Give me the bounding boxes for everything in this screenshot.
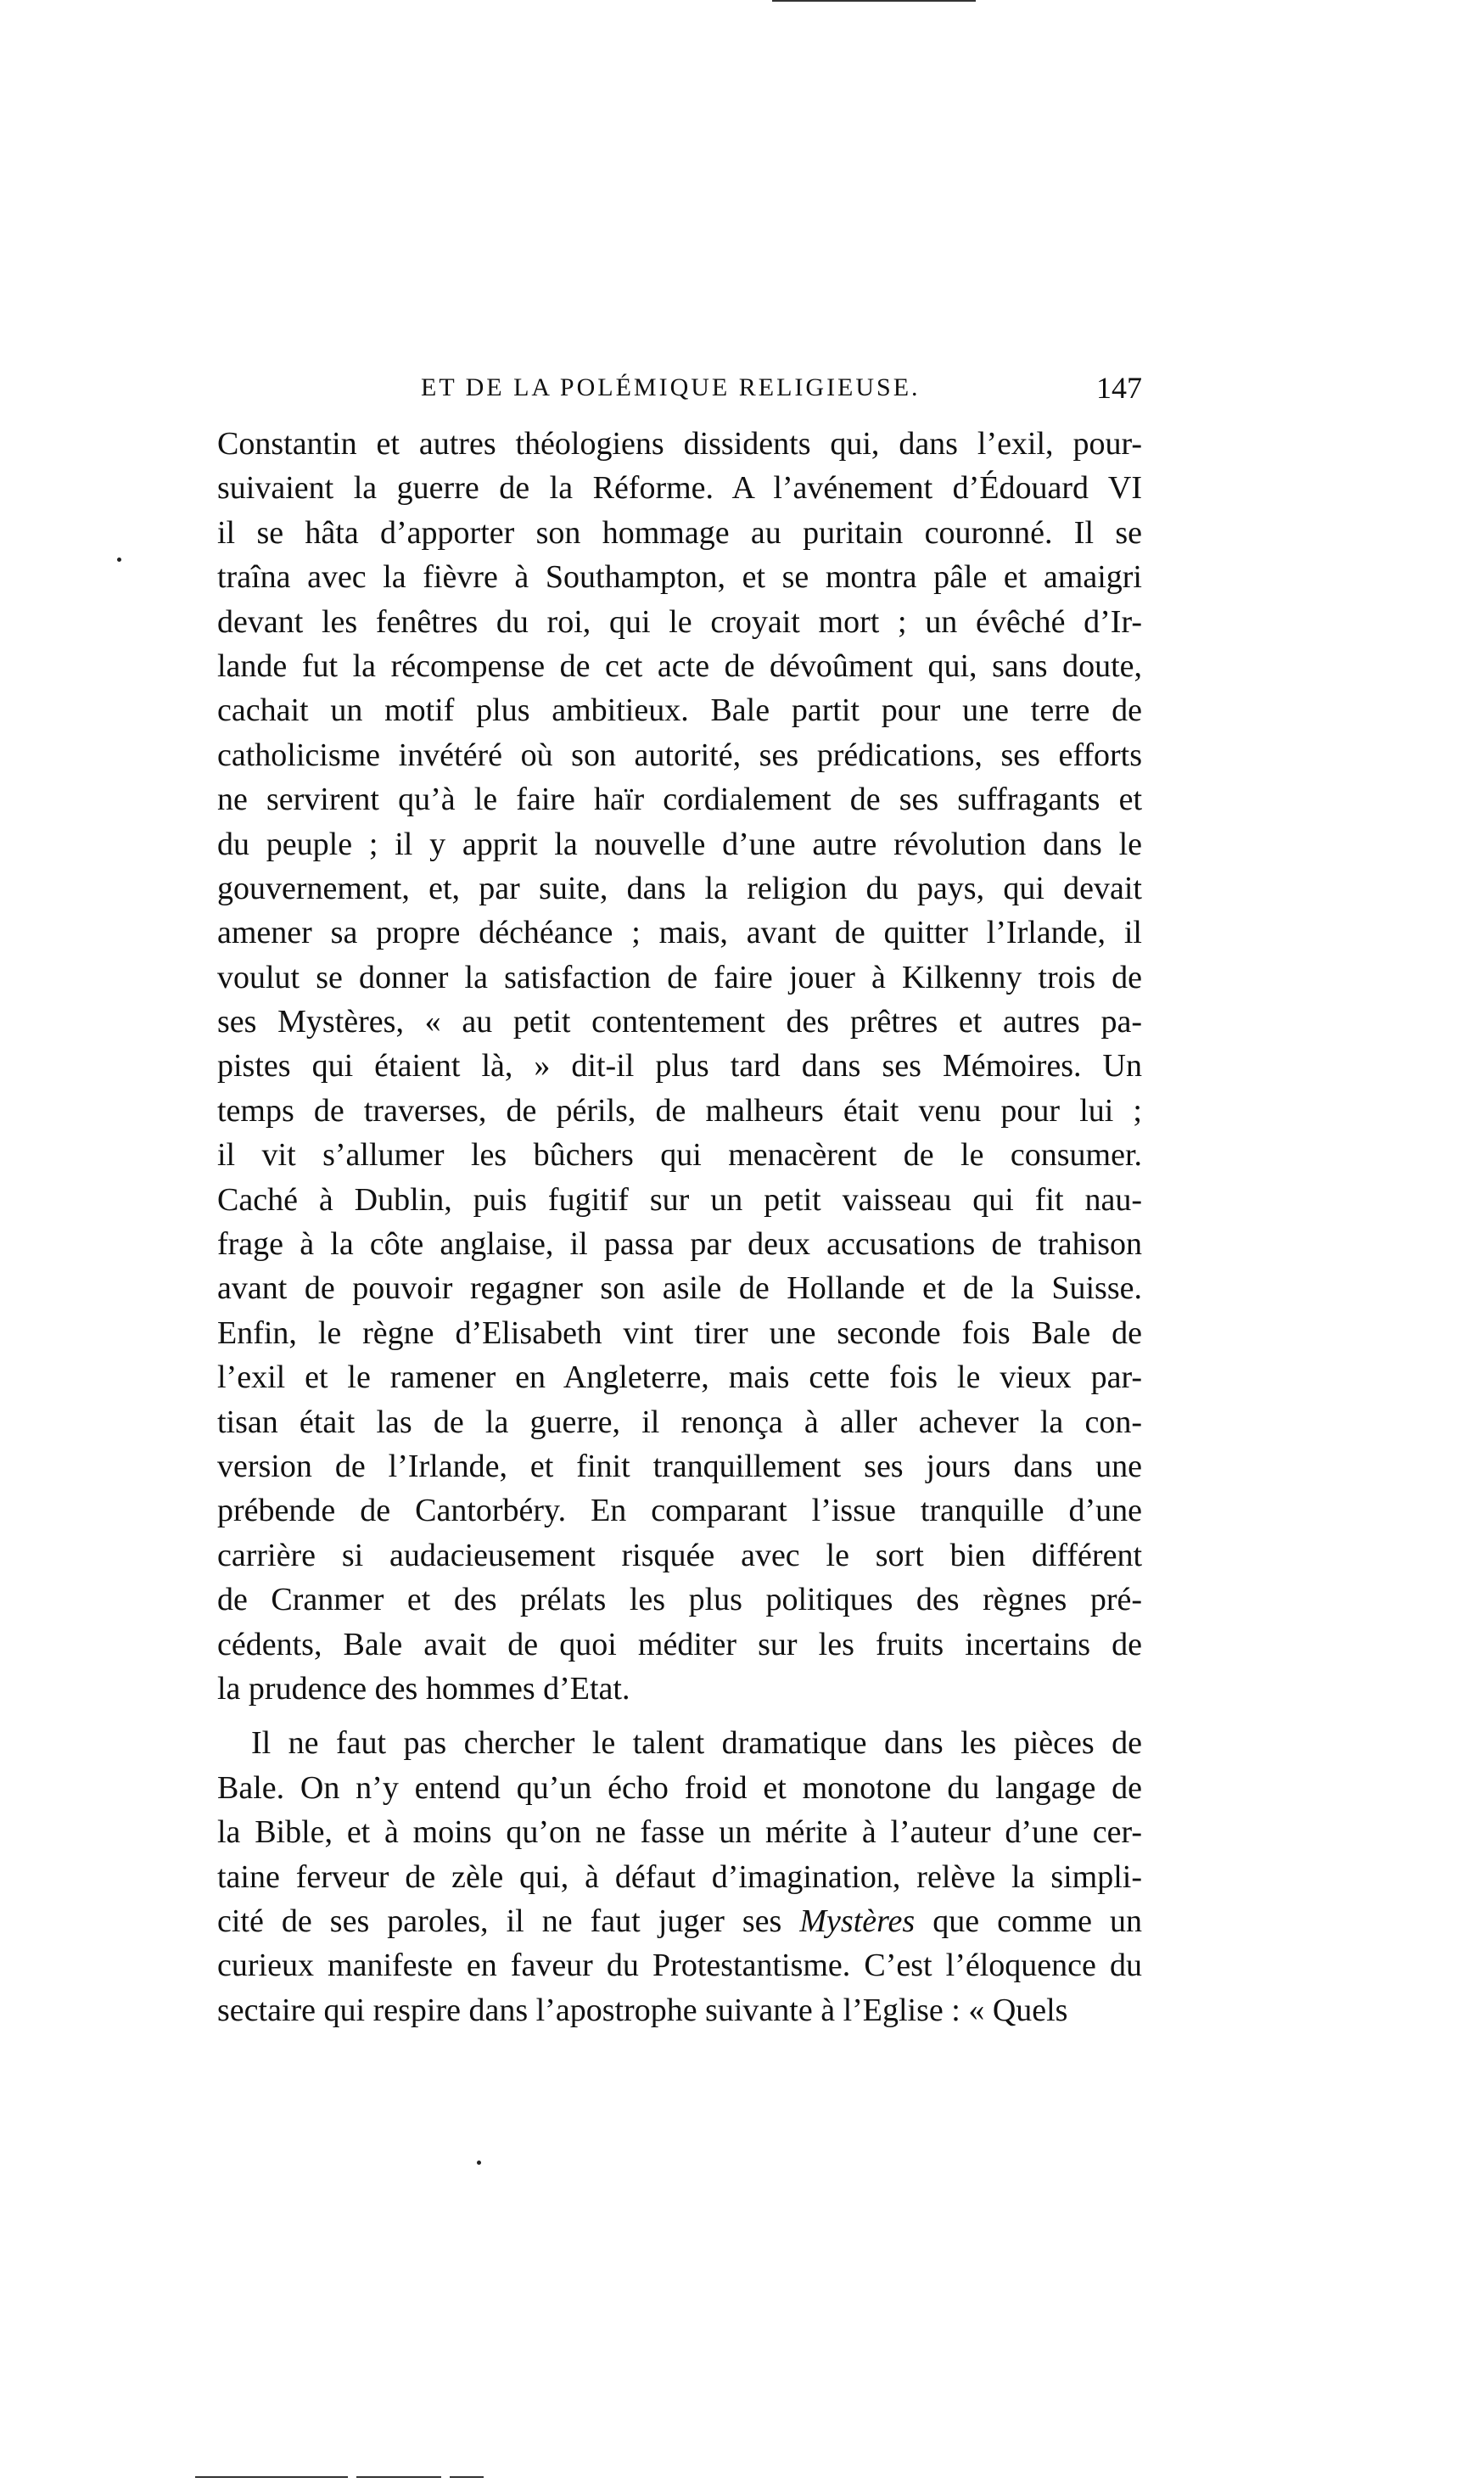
text-line [217, 644, 1142, 688]
text-fragment: il se hâta d’apporter son hommage au puritain couronné. Il se [217, 514, 1142, 551]
text-line [217, 1721, 1142, 1765]
text-fragment: traîna avec la fièvre à Southampton, et se montra pâle et amaigri [217, 559, 1142, 596]
text-line [217, 1311, 1142, 1355]
running-title: ET DE LA POLÉMIQUE RELIGIEUSE. [421, 373, 921, 401]
text-fragment: version de l’Irlande, et finit tranquillement ses jours dans une [217, 1448, 1142, 1484]
text-fragment: avant de pouvoir regagner son asile de Hollande et de la Suisse. [217, 1270, 1142, 1307]
italic-title: Mystères [799, 1903, 916, 1939]
text-fragment: gouvernement, et, par suite, dans la religion du pays, qui devait [217, 870, 1142, 906]
text-line [217, 1044, 1142, 1088]
text-line [217, 911, 1142, 955]
text-line [217, 1810, 1142, 1854]
text-fragment: carrière si audacieusement risquée avec le sort bien différent [217, 1537, 1142, 1573]
text-fragment: Enfin, le règne d’Elisabeth vint tirer une seconde fois Bale de [217, 1314, 1142, 1351]
margin-speck [117, 558, 121, 562]
text-line [217, 422, 1142, 466]
text-fragment: amener sa propre déchéance ; mais, avant de quitter l’Irlande, il [217, 915, 1142, 951]
text-fragment: catholicisme invétéré où son autorité, ses prédications, ses efforts [217, 737, 1142, 773]
text-line [217, 777, 1142, 821]
text-fragment: sectaire qui respire dans l’apostrophe suivante à l’Eglise : « Quels [217, 1992, 1068, 2028]
text-fragment: Bale. On n’y entend qu’un écho froid et monotone du langage de [217, 1769, 1142, 1806]
text-line [217, 1623, 1142, 1667]
text-line [217, 1222, 1142, 1266]
top-edge-rule [772, 0, 976, 2]
running-head [217, 370, 1142, 421]
text-fragment: temps de traverses, de périls, de malheurs était venu pour lui ; [217, 1092, 1142, 1129]
text-line [217, 1400, 1142, 1444]
text-line [217, 600, 1142, 644]
bottom-edge-rule [356, 2476, 441, 2478]
text-fragment: voulut se donner la satisfaction de faire jouer à Kilkenny trois de [217, 959, 1142, 995]
text-fragment: il vit s’allumer les bûchers qui menacèrent de le consumer. [217, 1137, 1142, 1174]
text-fragment: la prudence des hommes d’Etat. [217, 1670, 630, 1707]
text-line [217, 1000, 1142, 1044]
body-text [217, 422, 1142, 2032]
text-line [217, 866, 1142, 911]
text-fragment: tisan était las de la guerre, il renonça à aller achever la con- [217, 1404, 1142, 1440]
text-line [217, 1533, 1142, 1578]
text-line [217, 511, 1142, 555]
text-fragment: curieux manifeste en faveur du Protestantisme. C’est l’éloquence du [217, 1948, 1142, 1984]
text-line [217, 956, 1142, 1000]
text-fragment: pistes qui étaient là, » dit-il plus tard dans ses Mémoires. Un [217, 1048, 1142, 1085]
text-fragment: l’exil et le ramener en Angleterre, mais cette fois le vieux par- [217, 1359, 1142, 1396]
text-fragment: suivaient la guerre de la Réforme. A l’avénement d’Édouard VI [217, 470, 1142, 507]
text-fragment: la Bible, et à moins qu’on ne fasse un mérite à l’auteur d’une cer- [217, 1814, 1142, 1851]
text-line [217, 1178, 1142, 1222]
text-fragment: de Cranmer et des prélats les plus politiques des règnes pré- [217, 1582, 1142, 1618]
text-fragment: du peuple ; il y apprit la nouvelle d’une autre révolution dans le [217, 826, 1142, 862]
text-fragment: frage à la côte anglaise, il passa par deux accusations de trahison [217, 1226, 1142, 1263]
bottom-edge-rule [195, 2476, 348, 2478]
bottom-edge-rule [450, 2476, 484, 2478]
text-line [217, 1988, 1142, 2032]
text-fragment: taine ferveur de zèle qui, à défaut d’imagination, relève la simpli- [217, 1858, 1142, 1895]
text-fragment: cédents, Bale avait de quoi méditer sur les fruits incertains de [217, 1626, 1142, 1662]
text-line [217, 1855, 1142, 1899]
text-line [217, 1089, 1142, 1133]
text-line [217, 1355, 1142, 1399]
margin-speck [477, 2161, 481, 2165]
text-line [217, 733, 1142, 777]
text-line [217, 1133, 1142, 1177]
text-line [217, 555, 1142, 599]
text-line [217, 1444, 1142, 1488]
text-fragment: ne servirent qu’à le faire haïr cordialement de ses suffragants et [217, 782, 1142, 818]
text-line [217, 688, 1142, 732]
text-fragment: ses Mystères, « au petit contentement des prêtres et autres pa- [217, 1004, 1142, 1040]
text-fragment: cité de ses paroles, il ne faut juger ses [217, 1903, 800, 1939]
text-fragment: que comme un [915, 1903, 1143, 1939]
text-line [217, 1667, 1142, 1711]
text-line [217, 1266, 1142, 1310]
page-number: 147 [1096, 371, 1142, 405]
text-line [217, 1943, 1142, 1987]
text-line [217, 1766, 1142, 1810]
text-fragment: lande fut la récompense de cet acte de dévoûment qui, sans doute, [217, 647, 1142, 684]
text-fragment: Constantin et autres théologiens dissidents qui, dans l’exil, pour- [217, 426, 1142, 462]
text-line [217, 1578, 1142, 1622]
text-line [217, 466, 1142, 510]
text-fragment: devant les fenêtres du roi, qui le croyait mort ; un évêché d’Ir- [217, 603, 1142, 640]
text-line [217, 1488, 1142, 1533]
text-fragment: Caché à Dublin, puis fugitif sur un petit vaisseau qui fit nau- [217, 1181, 1142, 1218]
text-fragment: prébende de Cantorbéry. En comparant l’issue tranquille d’une [217, 1493, 1142, 1529]
text-fragment: cachait un motif plus ambitieux. Bale partit pour une terre de [217, 692, 1142, 729]
text-fragment: Il ne faut pas chercher le talent dramatique dans les pièces de [251, 1725, 1142, 1762]
text-line [217, 822, 1142, 866]
text-line [217, 1899, 1142, 1943]
